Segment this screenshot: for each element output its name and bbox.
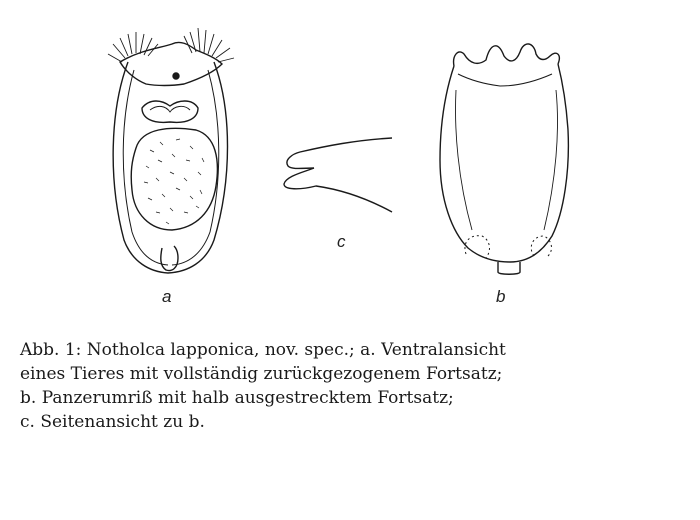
drawing-a-ventral-view bbox=[108, 28, 234, 273]
stomach bbox=[131, 128, 217, 230]
lorica-outline-a bbox=[113, 62, 227, 273]
caption-line: eines Tieres mit vollständig zurückgezogenem Fortsatz; bbox=[20, 364, 503, 384]
drawing-b-lorica-outline bbox=[440, 44, 568, 274]
lorica-inner-edge bbox=[458, 74, 552, 86]
drawing-c-side-view bbox=[284, 138, 392, 212]
caption-line: Abb. 1: Notholca lapponica, nov. spec.; a. Ventralansicht bbox=[20, 340, 506, 360]
caption-line: b. Panzerumriß mit halb ausgestrecktem Fortsatz; bbox=[20, 388, 454, 408]
side-view-lower-contour bbox=[284, 168, 392, 212]
side-view-upper-contour bbox=[287, 138, 392, 169]
extended-foot bbox=[498, 262, 520, 274]
caption-line: c. Seitenansicht zu b. bbox=[20, 412, 205, 432]
mastax-inner bbox=[150, 106, 190, 112]
figure-label-b: b bbox=[496, 287, 506, 306]
lorica-outline-b bbox=[440, 64, 568, 262]
dotted-outline-right bbox=[531, 236, 551, 256]
lorica-inner-line bbox=[123, 70, 168, 265]
stomach-granules bbox=[144, 139, 204, 224]
lorica-lateral-ridge bbox=[456, 90, 472, 230]
anterior-spines bbox=[454, 44, 560, 66]
foot bbox=[161, 246, 178, 271]
lorica-lateral-ridge bbox=[544, 90, 558, 230]
eye-spot bbox=[173, 73, 179, 79]
lorica-inner-line bbox=[172, 70, 219, 265]
figure-label-a: a bbox=[162, 287, 172, 306]
figure-label-c: c bbox=[337, 232, 346, 251]
corona bbox=[120, 42, 222, 85]
figure-caption bbox=[20, 338, 690, 434]
